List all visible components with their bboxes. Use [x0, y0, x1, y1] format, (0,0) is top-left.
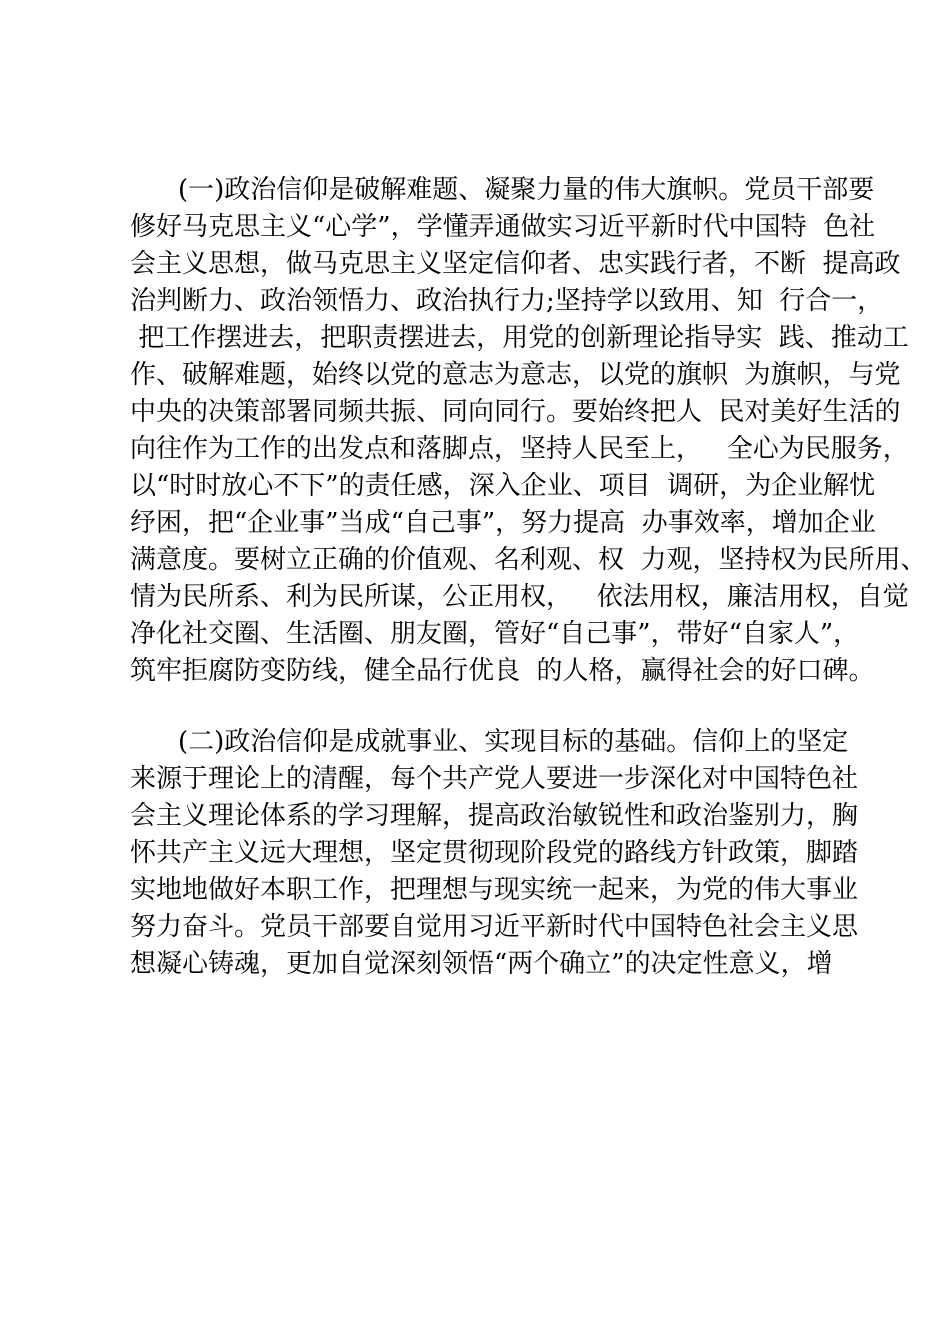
text-line: 来源于理论上的清醒，每个共产党人要进一步深化对中国特色社 [130, 764, 859, 794]
text-line: 治判断力、政治领悟力、政治执行力;坚持学以致用、知 行合一， [130, 286, 884, 316]
text-line: 努力奋斗。党员干部要自觉用习近平新时代中国特色社会主义思 [130, 912, 859, 942]
text-line: 净化社交圈、生活圈、朋友圈，管好“自己事”，带好“自家人”， [130, 619, 860, 649]
text-line: 纾困，把“企业事”当成“自己事”，努力提高 办事效率，增加企业 [130, 508, 876, 538]
text-line: 满意度。要树立正确的价值观、名利观、权 力观，坚持权为民所用、 [130, 545, 927, 575]
text-line: 中央的决策部署同频共振、同向同行。要始终把人 民对美好生活的 [130, 397, 901, 427]
text-line: 以“时时放心不下”的责任感，深入企业、项目 调研，为企业解忧 [130, 471, 876, 501]
text-line: 实地地做好本职工作，把理想与现实统一起来，为党的伟大事业 [130, 875, 859, 905]
text-line: 怀共产主义远大理想，坚定贯彻现阶段党的路线方针政策，脚踏 [130, 838, 859, 868]
text-line: (一)政治信仰是破解难题、凝聚力量的伟大旗帜。党员干部要 [178, 175, 875, 205]
text-line: 把工作摆进去，把职责摆进去，用党的创新理论指导实 践、推动工 [130, 323, 909, 353]
text-line: 筑牢拒腐防变防线，健全品行优良 的人格，赢得社会的好口碑。 [130, 656, 875, 686]
text-line: 作、破解难题，始终以党的意志为意志，以党的旗帜 为旗帜，与党 [130, 360, 901, 390]
text-line: 向往作为工作的出发点和落脚点，坚持人民至上， 全心为民服务， [130, 434, 909, 464]
text-line: 想凝心铸魂，更加自觉深刻领悟“两个确立”的决定性意义，增 [130, 949, 833, 979]
text-line: (二)政治信仰是成就事业、实现目标的基础。信仰上的坚定 [178, 727, 849, 757]
text-line: 会主义思想，做马克思主义坚定信仰者、忠实践行者，不断 提高政 [130, 249, 901, 279]
text-line: 修好马克思主义“心学”，学懂弄通做实习近平新时代中国特 色社 [130, 212, 876, 242]
text-line: 情为民所系、利为民所谋，公正用权， 依法用权，廉洁用权，自觉 [130, 582, 909, 612]
text-line: 会主义理论体系的学习理解，提高政治敏锐性和政治鉴别力，胸 [130, 801, 859, 831]
